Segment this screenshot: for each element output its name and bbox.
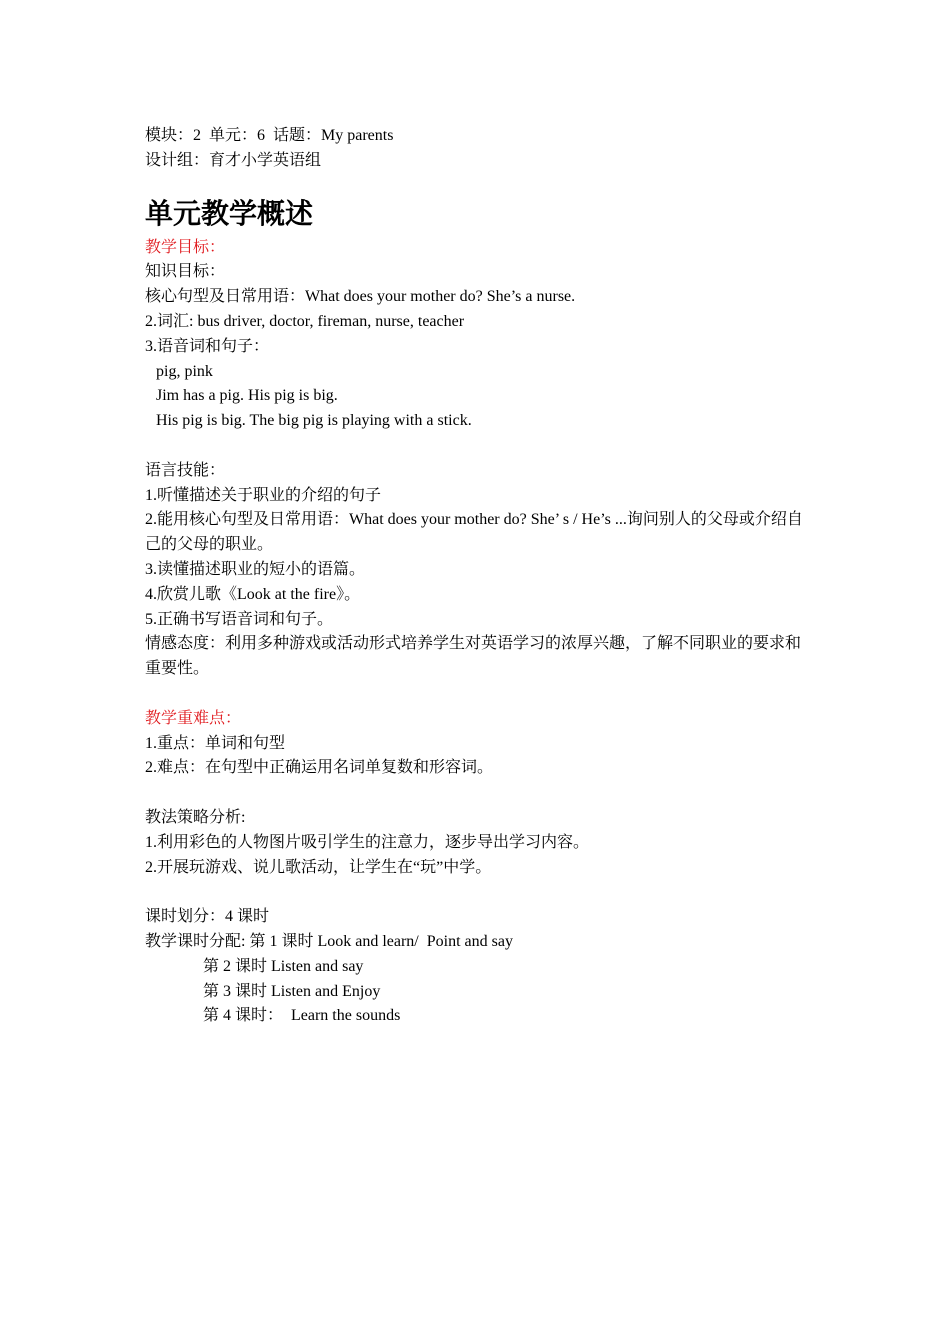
objective-item: 核心句型及日常用语：What does your mother do? She’s a nurse. <box>145 288 576 306</box>
phonics-line: His pig is big. The big pig is playing with a stick. <box>156 412 472 430</box>
spacer <box>145 434 815 459</box>
key-point-item: 1.重点：单词和句型 <box>145 734 286 752</box>
skill-item: 2.能用核心句型及日常用语：What does your mother do? She’ s / He’s ...询问别人的父母或介绍自己的父母的职业。 <box>145 511 803 554</box>
skill-item: 1.听懂描述关于职业的介绍的句子 <box>145 486 382 504</box>
key-point-item: 2.难点：在句型中正确运用名词单复数和形容词。 <box>145 759 494 777</box>
spacer <box>145 682 815 707</box>
skill-item: 5.正确书写语音词和句子。 <box>145 610 334 628</box>
skills-heading: 语言技能： <box>145 461 226 479</box>
strategy-item: 2.开展玩游戏、说儿歌活动，让学生在“玩”中学。 <box>145 858 492 876</box>
phonics-line: Jim has a pig. His pig is big. <box>156 387 338 405</box>
skill-item: 4.欣赏儿歌《Look at the fire》。 <box>145 585 361 603</box>
key-points-heading: 教学重难点： <box>145 709 242 727</box>
meta-line: 模块：2 单元：6 话题：My parents <box>145 127 394 144</box>
skill-item: 3.读懂描述职业的短小的语篇。 <box>145 560 366 578</box>
phonics-line: pig, pink <box>156 362 213 380</box>
objectives-heading: 教学目标： <box>145 238 226 256</box>
attitude-paragraph: 情感态度：利用多种游戏或活动形式培养学生对英语学习的浓厚兴趣，了解不同职业的要求和重要性。 <box>145 635 802 678</box>
schedule-lesson: 第 4 课时： Learn the sounds <box>203 1007 401 1025</box>
objective-item: 2.词汇: bus driver, doctor, fireman, nurse, teacher <box>145 312 465 330</box>
strategy-item: 1.利用彩色的人物图片吸引学生的注意力，逐步导出学习内容。 <box>145 833 590 851</box>
spacer <box>145 781 815 806</box>
spacer <box>145 880 815 905</box>
design-group: 设计组：育才小学英语组 <box>145 151 322 169</box>
document-body <box>145 124 815 1029</box>
schedule-lesson: 第 3 课时 Listen and Enjoy <box>203 982 381 1000</box>
strategy-heading: 教法策略分析: <box>145 808 246 826</box>
knowledge-heading: 知识目标： <box>145 263 226 281</box>
schedule-lesson: 第 2 课时 Listen and say <box>203 957 364 975</box>
page-title: 单元教学概述 <box>145 196 314 230</box>
schedule-total: 课时划分：4 课时 <box>145 908 270 926</box>
objective-item: 3.语音词和句子： <box>145 337 270 355</box>
schedule-allocation: 教学课时分配: 第 1 课时 Look and learn/ Point and say <box>145 932 513 950</box>
